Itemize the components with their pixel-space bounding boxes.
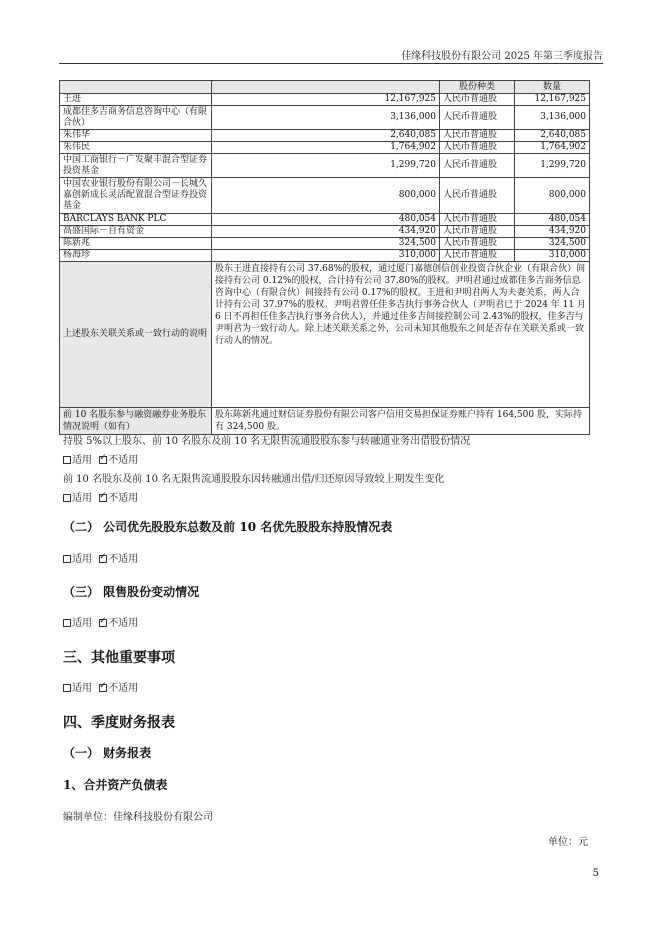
holder-shares: 434,920 [212, 226, 440, 238]
not-applicable-checkbox[interactable] [99, 619, 107, 627]
financial-statements-heading: 四、季度财务报表 [63, 715, 175, 731]
lending-change-text: 前 10 名股东及前 10 名无限售流通股股东因转融通出借/归还原因导致较上期发生变化 [63, 474, 445, 485]
holder-quantity: 1,299,720 [515, 154, 590, 178]
holder-quantity: 434,920 [515, 226, 590, 238]
holder-share-type: 人民币普通股 [440, 250, 515, 262]
holder-name: 中国工商银行－广发聚丰混合型证券投资基金 [60, 154, 212, 178]
table-row [60, 238, 590, 250]
applicable-label: 适用 [72, 455, 92, 466]
lending-change-options [63, 489, 138, 504]
not-applicable-label: 不适用 [108, 683, 139, 694]
header-divider [59, 63, 603, 64]
applicable-checkbox[interactable] [63, 684, 71, 692]
preferred-shares-options [63, 550, 138, 565]
holder-quantity: 12,167,925 [515, 94, 590, 106]
table-row [60, 142, 590, 154]
restricted-shares-options [63, 614, 138, 629]
not-applicable-label: 不适用 [108, 493, 139, 504]
holder-shares: 12,167,925 [212, 94, 440, 106]
holder-share-type: 人民币普通股 [440, 106, 515, 130]
balance-sheet-heading: 1、合并资产负债表 [63, 778, 168, 792]
related-party-label: 上述股东关联关系或一致行动的说明 [60, 262, 212, 408]
holder-share-type: 人民币普通股 [440, 94, 515, 106]
related-party-text: 股东王进直接持有公司 37.68%的股权，通过厦门嘉德创信创业投资合伙企业（有限合伙）间接持有公司 0.12%的股权，合计持有公司 37.80%的股权。尹明君通过成都佳多吉商务信息咨询中心（有限合伙）间接持有公司 0.17%的股权。王进和尹明君两人为夫妻关系，两人合计持有公司 37.97%的股权。尹明君曾任佳多吉执行事务合伙人（尹明君已于 2024 年 11 月 6 日不再担任佳多吉执行事务合伙人），并通过佳多吉间接控制公司 2.43%的股权，佳多吉与尹明君为一致行动人。除上述关联关系之外，公司未知其他股东之间是否存在关联关系或一致行动人的情况。 [212, 262, 590, 408]
applicable-checkbox[interactable] [63, 456, 71, 464]
margin-trading-row [60, 408, 590, 435]
table-row [60, 178, 590, 214]
holder-name: 朱伟华 [60, 130, 212, 142]
not-applicable-label: 不适用 [108, 554, 139, 565]
holder-shares: 1,764,902 [212, 142, 440, 154]
not-applicable-checkbox[interactable] [99, 494, 107, 502]
not-applicable-label: 不适用 [108, 618, 139, 629]
not-applicable-checkbox[interactable] [99, 555, 107, 563]
holder-name: 朱伟民 [60, 142, 212, 154]
table-row [60, 106, 590, 130]
holder-name: 陈新兆 [60, 238, 212, 250]
preferred-shares-heading: （二） 公司优先股股东总数及前 10 名优先股股东持股情况表 [63, 520, 393, 534]
holder-quantity: 2,640,085 [515, 130, 590, 142]
table-row [60, 94, 590, 106]
page-number: 5 [592, 868, 599, 879]
holder-name: 中国农业银行股份有限公司－长城久嘉创新成长灵活配置混合型证券投资基金 [60, 178, 212, 214]
table-row [60, 214, 590, 226]
report-header-title: 佳缘科技股份有限公司 2025 年第三季度报告 [401, 51, 603, 62]
other-matters-heading: 三、其他重要事项 [63, 650, 175, 666]
applicable-label: 适用 [72, 618, 92, 629]
table-row [60, 130, 590, 142]
applicable-label: 适用 [72, 683, 92, 694]
holder-name: 高盛国际－自有资金 [60, 226, 212, 238]
related-party-row [60, 262, 590, 408]
table-header-row [60, 81, 590, 94]
holder-share-type: 人民币普通股 [440, 226, 515, 238]
restricted-shares-heading: （三） 限售股份变动情况 [63, 585, 200, 599]
table-row [60, 250, 590, 262]
holder-quantity: 324,500 [515, 238, 590, 250]
holder-name: 杨海珍 [60, 250, 212, 262]
top-holders-table [59, 80, 590, 435]
holder-share-type: 人民币普通股 [440, 178, 515, 214]
currency-unit: 单位：元 [548, 837, 588, 848]
holder-name: 王进 [60, 94, 212, 106]
other-matters-options [63, 679, 138, 694]
applicable-label: 适用 [72, 493, 92, 504]
holder-shares: 800,000 [212, 178, 440, 214]
applicable-checkbox[interactable] [63, 619, 71, 627]
holder-share-type: 人民币普通股 [440, 154, 515, 178]
holder-quantity: 1,764,902 [515, 142, 590, 154]
holder-quantity: 800,000 [515, 178, 590, 214]
margin-trading-text: 股东陈新兆通过财信证券股份有限公司客户信用交易担保证券账户持有 164,500 股，实际持有 324,500 股。 [212, 408, 590, 435]
lending-options [63, 451, 138, 466]
lending-disclosure-text: 持股 5%以上股东、前 10 名股东及前 10 名无限售流通股股东参与转融通业务出借股份情况 [63, 436, 471, 447]
not-applicable-checkbox[interactable] [99, 456, 107, 464]
holder-quantity: 3,136,000 [515, 106, 590, 130]
holder-shares: 324,500 [212, 238, 440, 250]
table-row [60, 226, 590, 238]
not-applicable-checkbox[interactable] [99, 684, 107, 692]
share-type-header: 股份种类 [440, 81, 515, 94]
holder-share-type: 人民币普通股 [440, 238, 515, 250]
holder-shares: 310,000 [212, 250, 440, 262]
holder-share-type: 人民币普通股 [440, 214, 515, 226]
holder-share-type: 人民币普通股 [440, 142, 515, 154]
prepared-by-text: 编制单位：佳缘科技股份有限公司 [63, 812, 213, 823]
table-row [60, 154, 590, 178]
holder-share-type: 人民币普通股 [440, 130, 515, 142]
not-applicable-label: 不适用 [108, 455, 139, 466]
margin-trading-label: 前 10 名股东参与融资融券业务股东情况说明（如有） [60, 408, 212, 435]
holder-quantity: 480,054 [515, 214, 590, 226]
holder-name: BARCLAYS BANK PLC [60, 214, 212, 226]
applicable-checkbox[interactable] [63, 494, 71, 502]
holder-shares: 1,299,720 [212, 154, 440, 178]
statements-subheading: （一） 财务报表 [63, 746, 152, 760]
holder-shares: 480,054 [212, 214, 440, 226]
holder-quantity: 310,000 [515, 250, 590, 262]
holder-name: 成都佳多吉商务信息咨询中心（有限合伙） [60, 106, 212, 130]
holder-shares: 3,136,000 [212, 106, 440, 130]
applicable-checkbox[interactable] [63, 555, 71, 563]
applicable-label: 适用 [72, 554, 92, 565]
holder-shares: 2,640,085 [212, 130, 440, 142]
quantity-header: 数量 [515, 81, 590, 94]
